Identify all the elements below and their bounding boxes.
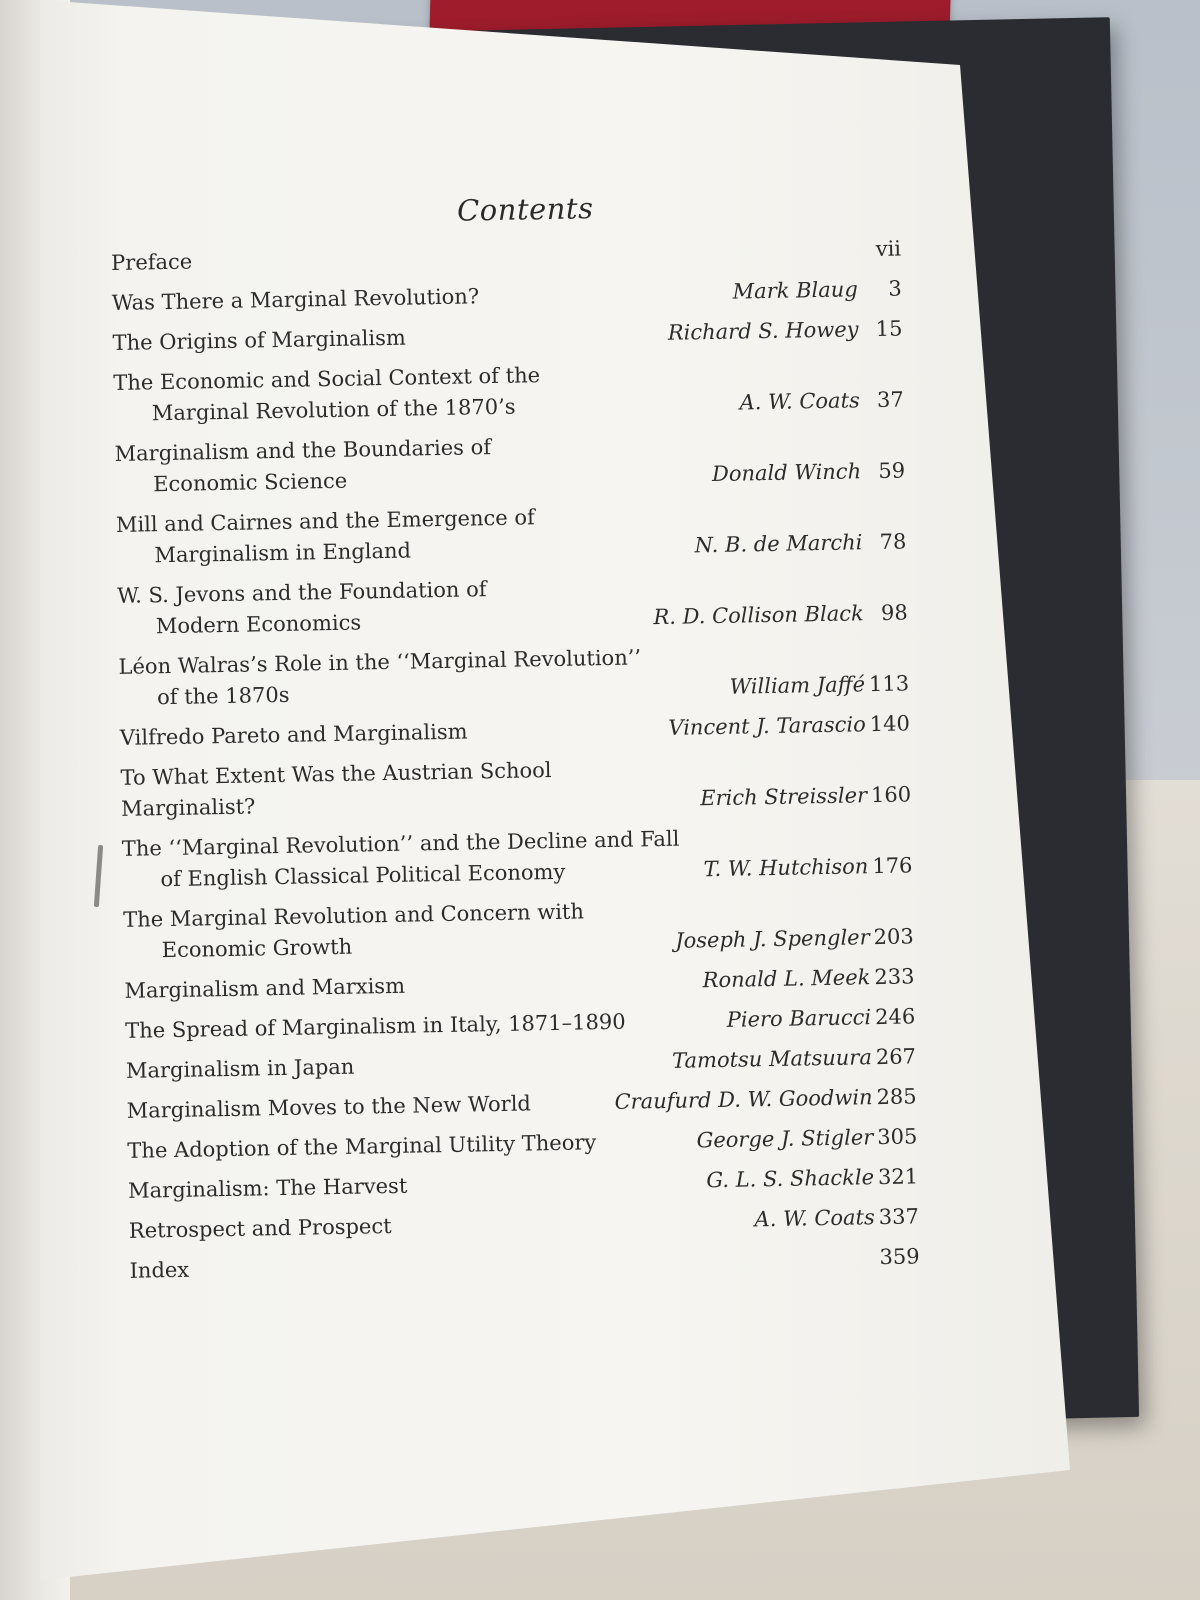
toc-entry [112,274,902,319]
entry-title: The Origins of Marginalism [112,325,407,355]
entry-author: R. D. Collison Black [653,601,864,630]
entry-page-number: 267 [875,1044,917,1070]
entry-page-number: 78 [879,529,907,554]
entry-author: Ronald L. Meek [702,965,871,993]
toc-entry [129,1201,919,1246]
entry-page-number: 233 [874,964,915,990]
entry-title: Retrospect and Prospect [128,1214,392,1243]
toc-entry [113,353,904,429]
entry-page-number: 98 [880,600,908,625]
entry-page-number: 359 [879,1244,920,1270]
toc-entry [127,1121,917,1166]
entry-author: William Jaffé [729,672,866,699]
entry-title: Index [129,1257,190,1283]
entry-title: Marginalism: The Harvest [127,1173,408,1203]
toc-entry [125,1001,915,1046]
entry-author: Vincent J. Tarascio [668,712,866,740]
toc-entry [120,708,910,753]
entry-author: Craufurd D. W. Goodwin [614,1085,873,1114]
entry-page-number: 113 [868,671,910,697]
entry-title: The Marginal Revolution and Concern with [122,899,585,932]
entry-title-continued: Marginalism in England [154,538,412,568]
entry-author: Donald Winch [711,459,862,487]
entry-author: A. W. Coats [754,1205,875,1232]
toc-entry [126,1081,916,1126]
toc-entry [112,314,902,359]
toc-entry [128,1161,918,1206]
entry-page-number: 59 [878,458,906,483]
toc-entry [124,961,914,1006]
table-of-contents [110,186,920,1296]
entry-page-number: 337 [878,1204,920,1230]
entry-author: George J. Stigler [696,1125,874,1153]
entry-author: Richard S. Howey [667,317,859,345]
toc-list [111,234,920,1287]
toc-entry [114,424,905,500]
contents-heading: Contents [456,191,594,228]
entry-title-continued: of the 1870s [156,682,290,710]
toc-entry [126,1041,916,1086]
toc-entry [123,890,914,966]
entry-page-number: 321 [877,1164,919,1190]
entry-title: Léon Walras’s Role in the ‘‘Marginal Revolution’’ [118,645,642,679]
entry-title: Marginalism in Japan [125,1054,355,1083]
entry-page-number: 285 [876,1084,917,1110]
entry-title-continued: Economic Science [152,468,348,497]
entry-title: The ‘‘Marginal Revolution’’ and the Decline and Fall [121,826,680,861]
entry-title: W. S. Jevons and the Foundation of [117,577,487,608]
entry-author: N. B. de Marchi [694,530,863,558]
entry-title: Mill and Cairnes and the Emergence of [115,505,535,537]
entry-page-number: 160 [870,782,912,808]
entry-page-number: 15 [875,316,903,341]
entry-title: Was There a Marginal Revolution? [111,284,480,315]
toc-entry [116,495,907,571]
entry-author: Mark Blaug [732,277,858,304]
entry-page-number: 176 [872,853,913,879]
entry-author: Erich Streissler [700,783,868,811]
toc-entry [122,819,913,895]
toc-entry [129,1241,919,1286]
toc-entry [117,566,908,642]
entry-title: Marginalism Moves to the New World [126,1091,532,1123]
entry-page-number: 203 [873,924,914,950]
entry-page-number: 140 [869,711,911,737]
entry-title: The Adoption of the Marginal Utility Theory [127,1130,597,1163]
entry-page-number: 3 [888,276,902,301]
entry-title-continued: Economic Growth [161,934,353,963]
entry-author: Joseph J. Spengler [674,925,870,953]
toc-entry [120,748,911,824]
entry-title: To What Extent Was the Austrian School Marginalist? [120,758,552,821]
entry-page-number: 305 [877,1124,918,1150]
entry-author: Piero Barucci [726,1005,872,1032]
entry-page-number: 246 [874,1004,916,1030]
entry-title: Vilfredo Pareto and Marginalism [119,719,468,750]
entry-title: Marginalism and the Boundaries of [114,435,492,466]
entry-title-continued: of English Classical Political Economy [160,859,566,892]
entry-title: Preface [110,249,193,275]
entry-page-number: vii [875,236,902,261]
entry-title: The Economic and Social Context of the [113,363,541,395]
entry-page-number: 37 [876,387,905,412]
entry-author: G. L. S. Shackle [706,1165,875,1193]
entry-author: Tamotsu Matsuura [671,1045,873,1073]
entry-title-continued: Modern Economics [155,610,362,639]
entry-title: The Spread of Marginalism in Italy, 1871–1890 [125,1009,626,1043]
entry-author: T. W. Hutchison [703,854,869,882]
entry-title-continued: Marginal Revolution of the 1870’s [151,394,516,426]
entry-title: Marginalism and Marxism [124,973,406,1003]
entry-author: A. W. Coats [739,388,861,415]
toc-entry [118,637,909,713]
toc-entry [111,234,901,279]
